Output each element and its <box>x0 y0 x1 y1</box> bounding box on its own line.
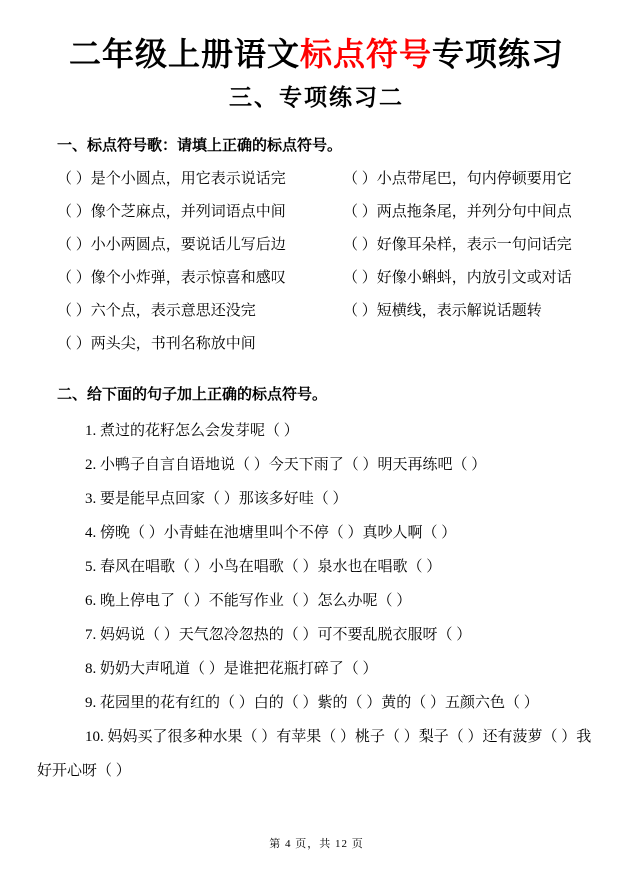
title-highlight: 标点符号 <box>299 36 432 72</box>
song-item: （ ）小点带尾巴，句内停顿要用它 <box>343 171 572 187</box>
sentence: 9. 花园里的花有红的（ ）白的（ ）紫的（ ）黄的（ ）五颜六色（ ） <box>85 695 539 711</box>
song-item: （ ）六个点，表示意思还没完 <box>57 303 256 319</box>
song-item: （ ）两点拖条尾，并列分句中间点 <box>343 204 572 220</box>
sentence: 1. 煮过的花籽怎么会发芽呢（ ） <box>85 423 299 439</box>
sentence: 2. 小鸭子自言自语地说（ ）今天下雨了（ ）明天再练吧（ ） <box>85 457 487 473</box>
page-subtitle: 三、专项练习二 <box>229 84 404 110</box>
sentence-list <box>37 414 595 788</box>
sentence: 3. 要是能早点回家（ ）那该多好哇（ ） <box>85 491 348 507</box>
sentence: 5. 春风在唱歌（ ）小鸟在唱歌（ ）泉水也在唱歌（ ） <box>85 559 442 575</box>
song-item: （ ）小小两圆点，要说话儿写后边 <box>57 237 286 253</box>
song-item: （ ）好像小蝌蚪，内放引文或对话 <box>343 270 572 286</box>
song-item: （ ）是个小圆点，用它表示说话完 <box>57 171 286 187</box>
song-left-column <box>57 161 343 359</box>
sentence: 7. 妈妈说（ ）天气忽冷忽热的（ ）可不要乱脱衣服呀（ ） <box>85 627 472 643</box>
punctuation-song <box>57 161 633 359</box>
song-item: （ ）两头尖，书刊名称放中间 <box>57 336 256 352</box>
song-item: （ ）短横线，表示解说话题转 <box>343 303 542 319</box>
title-suffix: 专项练习 <box>432 36 565 72</box>
song-right-column <box>343 161 633 359</box>
song-item: （ ）好像耳朵样，表示一句问话完 <box>343 237 572 253</box>
title-prefix: 二年级上册语文 <box>68 36 300 72</box>
song-item: （ ）像个小炸弹，表示惊喜和感叹 <box>57 270 286 286</box>
section1-heading: 一、标点符号歌：请填上正确的标点符号。 <box>57 137 343 154</box>
page-title <box>0 0 633 74</box>
sentence: 6. 晚上停电了（ ）不能写作业（ ）怎么办呢（ ） <box>85 593 412 609</box>
song-item: （ ）像个芝麻点，并列词语点中间 <box>57 204 286 220</box>
sentence: 8. 奶奶大声吼道（ ）是谁把花瓶打碎了（ ） <box>85 661 378 677</box>
sentence: 10. 妈妈买了很多种水果（ ）有苹果（ ）桃子（ ）梨子（ ）还有菠萝（ ）我好开心呀（ ） <box>37 729 592 779</box>
section2-heading: 二、给下面的句子加上正确的标点符号。 <box>57 386 328 403</box>
page-number: 第 4 页，共 12 页 <box>269 838 364 850</box>
sentence: 4. 傍晚（ ）小青蛙在池塘里叫个不停（ ）真吵人啊（ ） <box>85 525 457 541</box>
